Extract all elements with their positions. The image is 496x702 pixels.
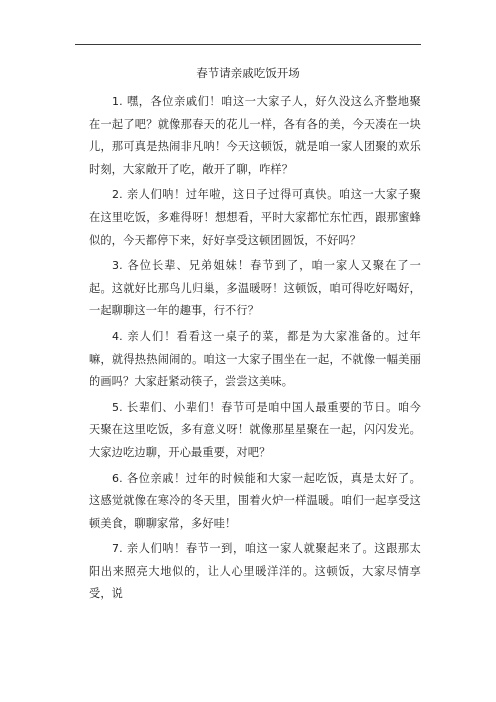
paragraph-text: 各位长辈、兄弟姐妹！春节到了，咱一家人又聚在了一起。这就好比那鸟儿归巢，多温暖呀！这顿饭，咱可得吃好喝好，一起聊聊这一年的趣事，行不行？ xyxy=(89,259,421,318)
paragraph-text: 亲人们呐！过年啦，这日子过得可真快。咱这一大家子聚在这里吃饭，多难得呀！想想看，平时大家都忙东忙西，跟那蜜蜂似的，今天都停下来，好好享受这顿团圆饭，不好吗？ xyxy=(89,188,421,247)
paragraph-7 xyxy=(89,538,421,606)
paragraph-5 xyxy=(89,397,421,465)
document-title: 春节请亲戚吃饭开场 xyxy=(196,66,300,80)
paragraph-text: 各位亲戚！过年的时候能和大家一起吃饭，真是太好了。这感觉就像在寒冷的冬天里，围着火炉一样温暖。咱们一起享受这顿美食，聊聊家常，多好哇！ xyxy=(89,471,421,530)
paragraph-4 xyxy=(89,326,421,394)
paragraph-number: 2. xyxy=(112,188,123,202)
paragraph-number: 7. xyxy=(112,542,123,556)
paragraph-number: 3. xyxy=(112,259,123,273)
paragraph-text: 亲人们呐！春节一到，咱这一家人就聚起来了。这跟那太阳出来照亮大地似的，让人心里暖洋洋的。这顿饭，大家尽情享受，说 xyxy=(89,542,421,601)
paragraph-1 xyxy=(89,91,421,181)
paragraph-text: 长辈们、小辈们！春节可是咱中国人最重要的节日。咱今天聚在这里吃饭，多有意义呀！就像那星星聚在一起，闪闪发光。大家边吃边聊，开心最重要，对吧？ xyxy=(89,400,421,459)
paragraph-number: 4. xyxy=(112,329,123,343)
header-rule xyxy=(75,44,421,45)
document-body xyxy=(89,91,421,609)
paragraph-2 xyxy=(89,184,421,252)
paragraph-number: 6. xyxy=(112,471,123,485)
paragraph-number: 1. xyxy=(112,95,123,108)
paragraph-3 xyxy=(89,255,421,323)
paragraph-text: 亲人们！看看这一桌子的菜，都是为大家准备的。过年嘛，就得热热闹闹的。咱这一大家子围坐在一起，不就像一幅美丽的画吗？大家赶紧动筷子，尝尝这美味。 xyxy=(89,329,421,389)
paragraph-text: 嘿，各位亲戚们！咱这一大家子人，好久没这么齐整地聚在一起了吧？就像那春天的花儿一样，各有各的美，今天凑在一块儿，那可真是热闹非凡呐！今天这顿饭，就是咱一家人团聚的欢乐时刻，大家敞开了吃，敞开了聊，咋样？ xyxy=(89,95,421,176)
paragraph-6 xyxy=(89,468,421,536)
paragraph-number: 5. xyxy=(112,400,123,414)
